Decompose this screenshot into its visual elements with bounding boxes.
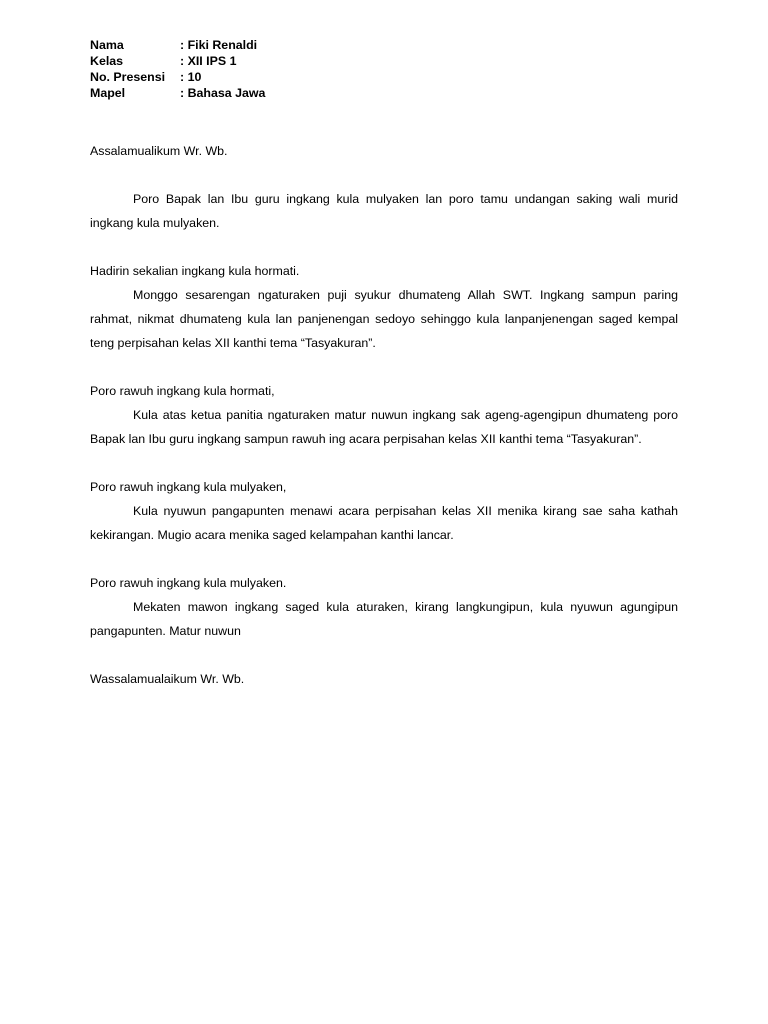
info-value: : XII IPS 1 bbox=[180, 54, 237, 68]
info-value: : 10 bbox=[180, 70, 202, 84]
paragraph-2: Monggo sesarengan ngaturaken puji syukur dhumateng Allah SWT. Ingkang sampun paring rahmat, nikmat dhumateng kula lan panjenengan sedoyo sehinggo kula lanpanjenengan saged kempal teng perpisahan kelas XII kanthi tema “Tasyakuran”. bbox=[90, 288, 678, 350]
info-label: Nama bbox=[90, 38, 124, 52]
salutation-5: Poro rawuh ingkang kula mulyaken. bbox=[90, 576, 287, 590]
info-label: Kelas bbox=[90, 54, 124, 68]
salutation-3: Poro rawuh ingkang kula hormati, bbox=[90, 384, 275, 398]
paragraph-1: Poro Bapak lan Ibu guru ingkang kula mulyaken lan poro tamu undangan saking wali murid ingkang kula mulyaken. bbox=[90, 192, 678, 230]
info-label: No. Presensi bbox=[90, 70, 166, 84]
salutation-2: Hadirin sekalian ingkang kula hormati. bbox=[90, 264, 300, 278]
info-row-mapel bbox=[90, 85, 678, 101]
closing: Wassalamualaikum Wr. Wb. bbox=[90, 672, 245, 686]
info-label: Mapel bbox=[90, 86, 126, 100]
paragraph-3: Kula atas ketua panitia ngaturaken matur nuwun ingkang sak ageng-agengipun dhumateng poro Bapak lan Ibu guru ingkang sampun rawuh ing acara perpisahan kelas XII kanthi tema “Tasyakuran”. bbox=[90, 408, 678, 446]
info-row-presensi bbox=[90, 69, 678, 85]
paragraph-5: Mekaten mawon ingkang saged kula aturaken, kirang langkungipun, kula nyuwun agungipun pangapunten. Matur nuwun bbox=[90, 600, 678, 638]
info-value: : Bahasa Jawa bbox=[180, 86, 266, 100]
document-content bbox=[90, 37, 678, 715]
info-row-kelas bbox=[90, 53, 678, 69]
student-info bbox=[90, 37, 678, 101]
info-value: : Fiki Renaldi bbox=[180, 38, 258, 52]
salutation-4: Poro rawuh ingkang kula mulyaken, bbox=[90, 480, 287, 494]
paragraph-4: Kula nyuwun pangapunten menawi acara perpisahan kelas XII menika kirang sae saha kathah kekirangan. Mugio acara menika saged kelampahan kanthi lancar. bbox=[90, 504, 678, 542]
greeting: Assalamualikum Wr. Wb. bbox=[90, 144, 228, 158]
info-row-nama bbox=[90, 37, 678, 53]
